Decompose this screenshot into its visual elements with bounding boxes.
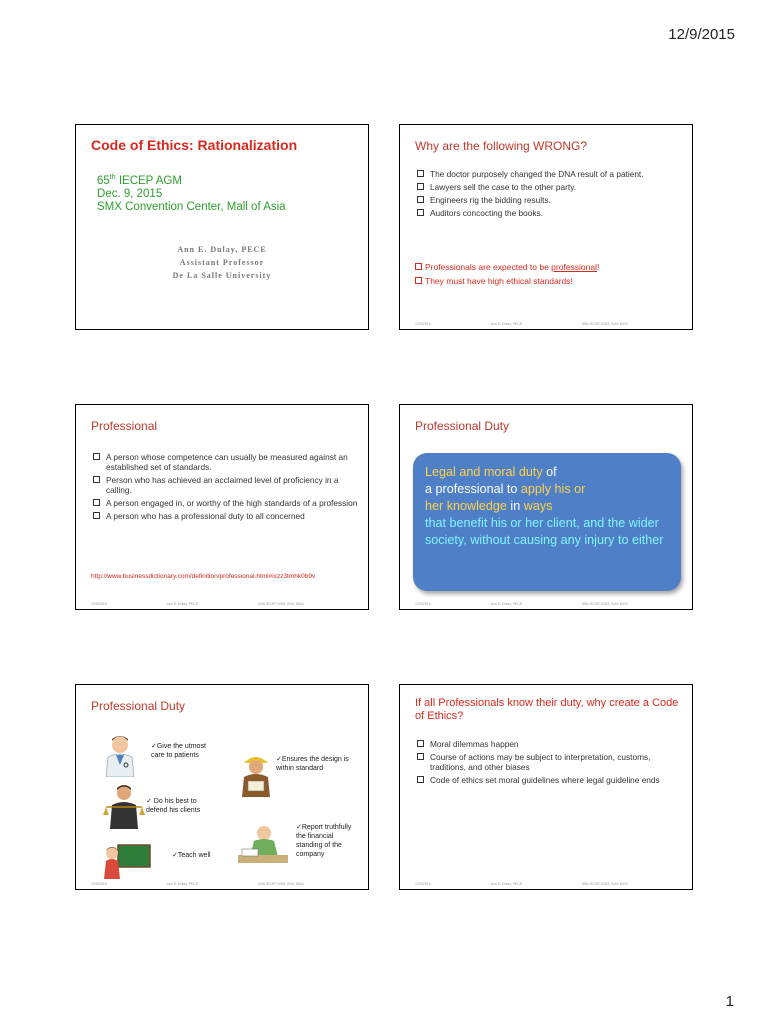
caption-teacher: ✓Teach well — [172, 852, 211, 859]
list-item: A person who has a professional duty to all concerned — [91, 511, 361, 521]
page-number: 1 — [725, 993, 734, 1010]
list-item: Person who has achieved an acclaimed level of proficiency in a calling. — [91, 475, 361, 495]
slide-professional-duty-examples — [75, 684, 369, 890]
page-date: 12/9/2015 — [668, 26, 735, 43]
duty-definition-text: Legal and moral duty of a professional to apply his or her knowledge in ways that benefit his or her client, and the wider society, without causing any injury to either — [425, 465, 664, 547]
checkbox-bullet-icon — [417, 196, 424, 203]
checkbox-bullet-icon — [93, 453, 100, 460]
list-item: Auditors concocting the books. — [415, 208, 680, 218]
why-code-list — [415, 739, 687, 788]
engineer-icon — [236, 749, 276, 797]
red-statement-2: They must have high ethical standards! — [415, 276, 573, 286]
author-affiliation: De La Salle University — [172, 271, 272, 280]
checkbox-bullet-icon — [93, 512, 100, 519]
caption-doctor: ✓Give the utmost care to patients — [151, 743, 206, 759]
slide-why-code-heading: If all Professionals know their duty, why create a Code of Ethics? — [415, 697, 679, 722]
professional-definitions — [91, 452, 361, 524]
slide-footer: 12/9/2015 Ann E. Dulay, PECE 65th IECEP AGM, SMX MOA — [415, 882, 628, 886]
slide-footer: 12/9/2015 Ann E. Dulay, PECE 65th IECEP AGM, SMX MOA — [91, 602, 304, 606]
checkbox-bullet-icon — [415, 277, 422, 284]
slide-duty-examples-heading: Professional Duty — [91, 699, 186, 713]
checkbox-bullet-icon — [417, 170, 424, 177]
slide-duty-heading: Professional Duty — [415, 419, 510, 433]
list-item: Lawyers sell the case to the other party. — [415, 182, 680, 192]
red-statement-1: Professionals are expected to be professional! — [415, 262, 599, 272]
checkbox-bullet-icon — [417, 776, 424, 783]
checkbox-bullet-icon — [417, 209, 424, 216]
slide-wrong-heading: Why are the following WRONG? — [415, 139, 588, 153]
lawyer-icon — [102, 783, 146, 829]
author-name: Ann E. Dulay, PECE — [177, 245, 267, 254]
doctor-icon — [98, 733, 144, 777]
slide-wrong — [399, 124, 693, 330]
author-title: Assistant Professor — [179, 258, 265, 267]
author-block — [76, 243, 368, 282]
slide-professional — [75, 404, 369, 610]
list-item: Course of actions may be subject to interpretation, customs, traditions, and other biases — [415, 752, 687, 772]
list-item: Code of ethics set moral guidelines where legal guideline ends — [415, 775, 687, 785]
caption-lawyer: ✓ Do his best to defend his clients — [146, 798, 201, 814]
source-link[interactable]: http://www.businessdictionary.com/definition/professional.html#ixzz3tmhk0b9v — [91, 573, 316, 580]
checkbox-bullet-icon — [415, 263, 422, 270]
event-date: Dec. 9, 2015 — [97, 187, 163, 200]
wrong-list — [415, 169, 680, 221]
caption-engineer: ✓Ensures the design is within standard — [276, 756, 349, 772]
event-info — [97, 171, 286, 214]
checkbox-bullet-icon — [93, 476, 100, 483]
list-item: The doctor purposely changed the DNA result of a patient. — [415, 169, 680, 179]
event-ordinal-suffix: th — [109, 174, 116, 181]
slide-footer: 12/9/2015 Ann E. Dulay, PECE 65th IECEP AGM, SMX MOA — [415, 322, 628, 326]
teacher-icon — [102, 843, 152, 879]
slide-professional-heading: Professional — [91, 419, 158, 433]
caption-auditor: ✓Report truthfully the financial standing of the company — [296, 824, 352, 858]
slide-why-code — [399, 684, 693, 890]
checkbox-bullet-icon — [417, 740, 424, 747]
event-ordinal: 65 — [97, 174, 110, 187]
checkbox-bullet-icon — [93, 499, 100, 506]
slide-professional-duty-definition — [399, 404, 693, 610]
list-item: A person engaged in, or worthy of the high standards of a profession — [91, 498, 361, 508]
list-item: Moral dilemmas happen — [415, 739, 687, 749]
slide-footer: 12/9/2015 Ann E. Dulay, PECE 65th IECEP AGM, SMX MOA — [415, 602, 628, 606]
slide-footer: 12/9/2015 Ann E. Dulay, PECE 65th IECEP AGM, SMX MOA — [91, 882, 304, 886]
list-item: A person whose competence can usually be measured against an established set of standards. — [91, 452, 361, 472]
slide-title-heading: Code of Ethics: Rationalization — [91, 137, 298, 153]
event-name: IECEP AGM — [118, 174, 182, 187]
list-item: Engineers rig the bidding results. — [415, 195, 680, 205]
event-venue: SMX Convention Center, Mall of Asia — [97, 200, 286, 213]
professional-link[interactable]: professional — [551, 262, 598, 272]
checkbox-bullet-icon — [417, 753, 424, 760]
auditor-icon — [234, 823, 290, 865]
slide-title — [75, 124, 369, 330]
duty-definition-box — [413, 453, 681, 591]
checkbox-bullet-icon — [417, 183, 424, 190]
